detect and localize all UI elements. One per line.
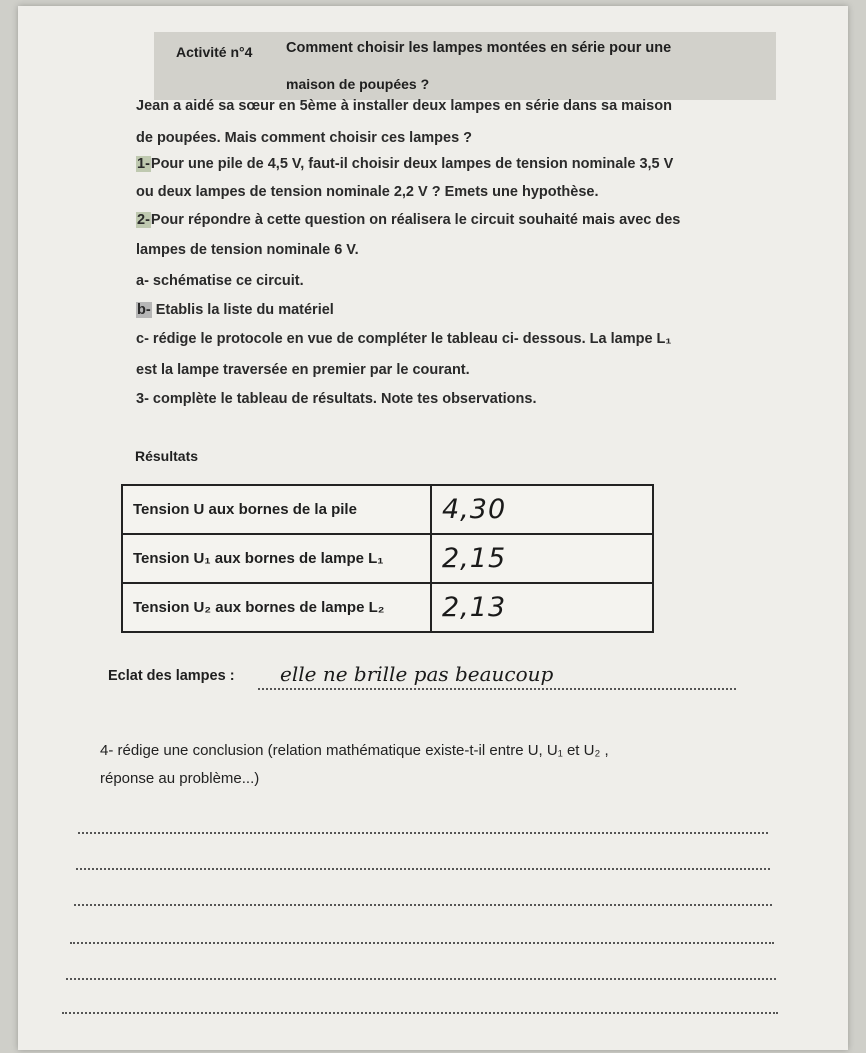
answer-line-4[interactable] <box>70 942 774 944</box>
results-title: Résultats <box>135 448 199 464</box>
answer-line-1[interactable] <box>78 832 768 834</box>
question-4-line2: réponse au problème...) <box>100 770 260 787</box>
row-label-u2: Tension U₂ aux bornes de lampe L₂ <box>122 583 431 632</box>
question-3: 3- complète le tableau de résultats. Note tes observations. <box>136 391 537 407</box>
question-1-line2: ou deux lampes de tension nominale 2,2 V ? Emets une hypothèse. <box>136 184 599 200</box>
row-value-u2[interactable]: 2,13 <box>431 583 653 632</box>
question-2-line2: lampes de tension nominale 6 V. <box>136 242 359 258</box>
question-2-line1: 2-Pour répondre à cette question on réalisera le circuit souhaité mais avec des <box>137 212 681 228</box>
question-1-line1: 1-Pour une pile de 4,5 V, faut-il choisir deux lampes de tension nominale 3,5 V <box>137 156 674 172</box>
row-value-u[interactable]: 4,30 <box>431 485 653 534</box>
answer-line-2[interactable] <box>76 868 770 870</box>
row-label-u: Tension U aux bornes de la pile <box>122 485 431 534</box>
activity-title-line2: maison de poupées ? <box>286 76 430 92</box>
question-2c-line2: est la lampe traversée en premier par le courant. <box>136 362 470 378</box>
question-2a: a- schématise ce circuit. <box>136 273 304 289</box>
answer-line-3[interactable] <box>74 904 772 906</box>
worksheet-page <box>18 6 848 1050</box>
answer-line-5[interactable] <box>66 978 776 980</box>
table-row <box>122 485 653 534</box>
question-1-number: 1- <box>137 156 150 172</box>
eclat-answer-line <box>258 688 736 690</box>
activity-title-line1: Comment choisir les lampes montées en série pour une <box>286 40 672 56</box>
row-label-u1: Tension U₁ aux bornes de lampe L₁ <box>122 534 431 583</box>
intro-line2: de poupées. Mais comment choisir ces lampes ? <box>136 130 473 146</box>
eclat-label: Eclat des lampes : <box>108 668 235 684</box>
question-2c-line1: c- rédige le protocole en vue de compléter le tableau ci- dessous. La lampe L₁ <box>136 331 672 347</box>
question-4-line1: 4- rédige une conclusion (relation mathématique existe-t-il entre U, U₁ et U₂ , <box>100 742 609 759</box>
row-value-u1[interactable]: 2,15 <box>431 534 653 583</box>
table-row <box>122 583 653 632</box>
activity-number: Activité n°4 <box>176 44 253 60</box>
table-row <box>122 534 653 583</box>
activity-header <box>154 32 776 100</box>
question-2b: b- Etablis la liste du matériel <box>137 302 334 318</box>
eclat-handwritten-answer[interactable]: elle ne brille pas beaucoup <box>280 662 554 686</box>
question-2-number: 2- <box>137 212 150 228</box>
intro-line1: Jean a aidé sa sœur en 5ème à installer deux lampes en série dans sa maison <box>136 98 672 114</box>
answer-line-6[interactable] <box>62 1012 778 1014</box>
results-table <box>121 484 654 633</box>
